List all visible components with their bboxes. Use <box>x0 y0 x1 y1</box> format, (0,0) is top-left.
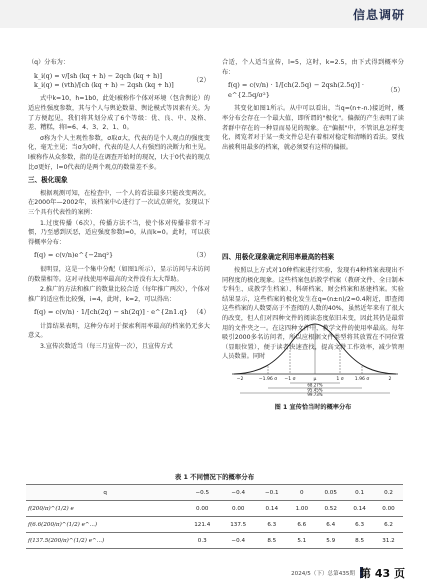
table-cell: 5.1 <box>287 533 316 549</box>
formula-2-line-a: k_i(q) = v/[sh (kq + h) − 2qch (kq + h)] <box>34 71 163 80</box>
figure-spacer <box>222 153 404 249</box>
table-cell: 0.14 <box>345 501 374 517</box>
table-cell: 0.00 <box>374 501 403 517</box>
table-row <box>26 501 403 517</box>
formula-5-body: f(q) = c(v/n) · 1/[ch(2.5q) − 2qsh(2.5q)] · e^{2.5q/σ²} <box>228 81 365 99</box>
table-header-cell: q <box>26 485 184 501</box>
x-tick-label: −2 <box>236 377 244 382</box>
table-cell: 121.4 <box>184 517 220 533</box>
data-table <box>26 484 403 549</box>
x-tick-label: μ <box>313 377 317 382</box>
band-label-95: 95.45% <box>307 387 323 393</box>
table-cell: 137.5 <box>220 517 256 533</box>
table-header-cell: 0 <box>287 485 316 501</box>
paragraph: 1.过度传播（6次），传播方法不当，使个体对传播非常不习惯，乃至感到厌恶，适应强度参数l=0，从而k=0。此时，可以获得概率分布： <box>28 219 210 246</box>
x-tick-label: −1 σ <box>284 377 296 382</box>
table-cell: 0.3 <box>184 533 220 549</box>
section-title: 信息调研 <box>352 8 405 22</box>
paragraph: 计算结果表明，这种分布对于探索利用率最高的档案仍无多大意义。 <box>28 322 210 340</box>
table-cell: 6.3 <box>256 517 287 533</box>
table-cell: 0.14 <box>256 501 287 517</box>
table-cell: 6.6 <box>287 517 316 533</box>
table-header-cell: 0.1 <box>345 485 374 501</box>
paragraph: 合适，个人适当宣传，l=5，这时，k=2.5，由下式得到概率分布： <box>222 59 404 76</box>
table-header-row <box>26 485 403 501</box>
paragraph: 3.宣传次数适当（每三月宣传一次），且宣传方式 <box>40 343 173 351</box>
band-label-68: 68.27% <box>307 382 323 388</box>
table-title: 表 1 不同情况下的概率分布 <box>174 473 255 481</box>
table-cell: 0.52 <box>316 501 345 517</box>
paragraph: 按照以上方式对10种档案进行实验，发现有4种档案表现出不同程度的极化现象。这些档案包括教学档案（教研文件、全日制本专科生、成教学生档案）、科研档案、财会档案和基建档案。实验结果显示，这些档案的极化发生在q=(n±n)/2=0.4附近，即查阅这些档案的人数要高于不查阅的人数的40%，虽然近年来有了很大的改变，但人们对四种文件的阅读态度依旧未变，因此其仍是最常用的文件夹之一。在这四种文件中，教学文件的使用率最高。每年吸引2000多名访问者，所以应根据文件类型将其放置在不同位置（显眼位置），便于读者快速查找，提高文件工作效率，减少管理人员数量。同时 <box>222 266 404 361</box>
table-cell: 1.00 <box>287 501 316 517</box>
paragraph: （q）分布为： <box>28 59 70 66</box>
table-cell: 6.2 <box>374 517 403 533</box>
table-cell: 5.9 <box>316 533 345 549</box>
table-row-label: f(6.6(200/π)^(1/2) e^...) <box>26 517 184 533</box>
formula-3-body: f(q) = c(v/n)e^{−2nq²} <box>34 251 114 260</box>
table-row <box>26 517 403 533</box>
table-header-cell: −0.4 <box>220 485 256 501</box>
x-tick-label: −1.96 σ <box>258 377 278 382</box>
table-cell: 6.3 <box>345 517 374 533</box>
table-header-cell: −0.5 <box>184 485 220 501</box>
formula-4-body: f(q) = c(v/n) · 1/[ch(2q) − sh(2q)] · e^{2n1.q} <box>34 308 188 317</box>
table-cell: 8.5 <box>256 533 287 549</box>
figure-caption: 图 1 宣传恰当时的概率分布 <box>274 404 352 411</box>
table-cell: 31.2 <box>374 533 403 549</box>
probability-table <box>26 472 403 549</box>
table-header-cell: 0.05 <box>316 485 345 501</box>
table-header-cell: 0.2 <box>374 485 403 501</box>
issue-label: 2024/5（下）总第435期 <box>291 571 355 577</box>
formula-number: （3） <box>192 251 210 260</box>
table-cell: 8.5 <box>345 533 374 549</box>
section-heading: 三、极化现象 <box>28 176 68 185</box>
paragraph: σ称为个人主观性参数，σ取σ大，代表的是个人观点的强度变化，毫无主见；当σ为0时，代表的是人人有强烈的决断力和主见。l被称作从众参数，指的是在调查开始时的现况，l大于0代表的现点比σ更好，l=0代表的是两个观点的数量差不多。 <box>28 134 210 171</box>
table-row-label: f(200/π)^(1/2) e <box>26 501 184 517</box>
table-row-label: f(137.5(200/π)^(1/2) e^...) <box>26 533 184 549</box>
table-cell: 0.00 <box>220 501 256 517</box>
header-bar <box>0 0 427 28</box>
normal-distribution-figure <box>230 316 400 396</box>
section-heading: 四、用极化现象确定利用率最高的档案 <box>222 253 335 262</box>
paragraph: 2.推广的方法和推广的数量比较合适（每年推广两次），个体对推广的适应性比较强，i=4，此时，k=2，可以得出： <box>28 286 210 303</box>
formula-number: （5） <box>386 85 404 94</box>
table-cell: −0.4 <box>220 533 256 549</box>
paragraph: 很明显，这是一个集中分配（如图1所示），显示访问与未访问的数量相等。这对寻找使用率最高的文件没有太大帮助。 <box>28 265 210 283</box>
x-tick-label: 1 σ <box>336 377 344 382</box>
page-number: 第 43 页 <box>360 567 405 580</box>
formula-number: （2） <box>192 76 210 85</box>
formula-3 <box>28 251 210 261</box>
formula-number: （4） <box>192 308 210 317</box>
formula-4 <box>28 308 210 318</box>
left-column <box>28 58 210 353</box>
page-footer <box>0 562 427 585</box>
formula-2-line-b: k_i(q) = (vth)/[ch (kq + h) − 2qsh (kq + h)] <box>34 81 174 89</box>
x-tick-label: 2 <box>388 377 392 382</box>
table-cell: 0.00 <box>184 501 220 517</box>
table-cell: 6.4 <box>316 517 345 533</box>
band-label-99: 99.73% <box>307 392 323 396</box>
formula-5 <box>222 81 404 100</box>
table-header-cell: −0.1 <box>256 485 287 501</box>
paragraph: 式中k=10，h=1b0，此处l被称作个体对环境（包含舆论）的适应性强度参数，其与个人与舆论数量、舆论模式等因素有关。为了方便起见，我们将其划分成了6个等级：优、良、中、及格、差、糟糕，将l=6、4、3、2、1、0。 <box>28 95 210 132</box>
x-tick-label: 1.96 σ <box>354 377 370 382</box>
paragraph: 根据观测可知，在检查中，一个人的看法最多只能改变两次。在2000年—2002年，该档案中心进行了一次试点研究，发现以下三个具有代表性的案例： <box>28 189 210 216</box>
formula-2 <box>28 72 210 91</box>
paragraph: 其变化如图1所示。从中可以看出，当q=(n+-n.)接近时，概率分布会存在一个最大值，即所谓的"极化"。偏振的产生表明了读者群中存在的一种显而易见的现象。在"偏振"中，不管讯息怎样变化，阅览者对于某一类文件总是有着相对稳定和清晰的看法。要找出被利用最多的档案，就必须要有这样的偏振。 <box>222 105 404 151</box>
table-row <box>26 533 403 549</box>
